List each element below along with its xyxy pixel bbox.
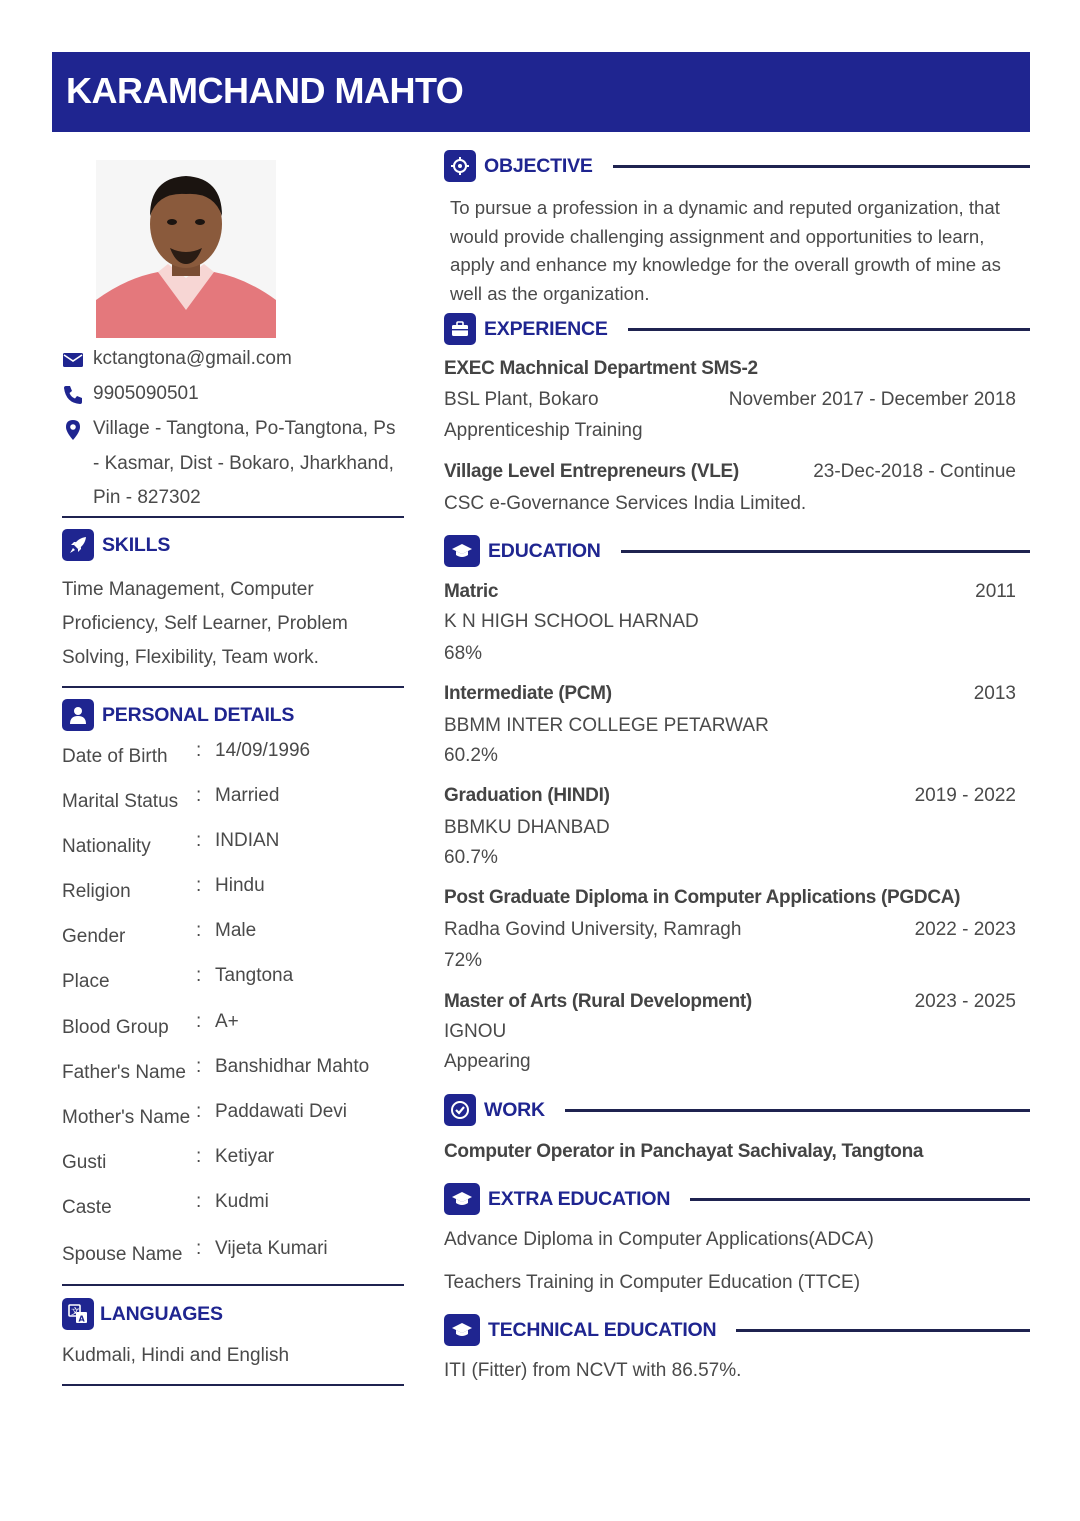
pd-row-marital-status: Marital Status : Married <box>62 785 280 812</box>
address-text: Village - Tangtona, Po-Tangtona, Ps - Kasmar, Dist - Bokaro, Jharkhand, Pin - 827302 <box>93 418 396 508</box>
profile-photo-image <box>96 160 276 338</box>
pd-label: Religion <box>62 881 131 902</box>
phone-row[interactable] <box>62 383 199 406</box>
education-3-degree: Graduation (HINDI) <box>444 785 610 806</box>
divider <box>62 516 404 518</box>
pd-value: Male <box>215 920 257 941</box>
experience-1-title: EXEC Machnical Department SMS-2 <box>444 358 758 379</box>
section-rule <box>690 1198 1030 1201</box>
section-rule <box>628 328 1030 331</box>
phone-icon <box>62 384 84 406</box>
pd-value: INDIAN <box>215 830 280 851</box>
personal-details-title: PERSONAL DETAILS <box>102 703 295 726</box>
experience-2-title: Village Level Entrepreneurs (VLE) <box>444 461 739 482</box>
education-5-year: 2023 - 2025 <box>914 991 1016 1012</box>
languages-title: LANGUAGES <box>100 1302 223 1325</box>
education-4-school: Radha Govind University, Ramragh <box>444 919 742 940</box>
pd-row-fathers-name: Father's Name : Banshidhar Mahto <box>62 1056 370 1083</box>
education-5-school: IGNOU <box>444 1021 507 1042</box>
user-icon <box>62 699 94 731</box>
pd-row-nationality: Nationality : INDIAN <box>62 830 280 857</box>
pd-row-religion: Religion : Hindu <box>62 875 265 902</box>
target-icon <box>444 150 476 182</box>
personal-details-heading <box>62 699 294 731</box>
education-4-year: 2022 - 2023 <box>914 919 1016 940</box>
education-2-score: 60.2% <box>444 745 498 766</box>
email-row[interactable] <box>62 348 292 371</box>
objective-text: To pursue a profession in a dynamic and reputed organization, that would provide challenging assignment and opportunities to learn, apply and enhance my knowledge for the overall growth of mine as well as the organization. <box>450 197 1001 304</box>
experience-1-date: November 2017 - December 2018 <box>728 389 1016 410</box>
education-1-school: K N HIGH SCHOOL HARNAD <box>444 611 699 632</box>
phone-text[interactable]: 9905090501 <box>93 383 199 404</box>
pd-value: A+ <box>215 1011 239 1032</box>
objective-title: OBJECTIVE <box>484 154 593 177</box>
pd-label: Blood Group <box>62 1017 169 1038</box>
pd-value: Banshidhar Mahto <box>215 1056 370 1077</box>
education-3-school: BBMKU DHANBAD <box>444 817 610 838</box>
section-rule <box>613 165 1030 168</box>
pd-row-gender: Gender : Male <box>62 920 257 947</box>
work-heading <box>444 1094 1030 1126</box>
divider <box>62 1284 404 1286</box>
pd-value: 14/09/1996 <box>215 740 311 761</box>
extra-education-item-1: Advance Diploma in Computer Applications(ADCA) <box>444 1229 874 1250</box>
extra-education-item-2: Teachers Training in Computer Education (TTCE) <box>444 1272 861 1293</box>
pd-label: Nationality <box>62 836 151 857</box>
pd-label: Marital Status <box>62 791 179 812</box>
education-3-year: 2019 - 2022 <box>914 785 1016 806</box>
graduation-cap-icon <box>444 535 480 567</box>
divider <box>62 1384 404 1386</box>
education-3-score: 60.7% <box>444 847 498 868</box>
pd-label: Father's Name <box>62 1062 187 1083</box>
pd-label: Caste <box>62 1197 112 1218</box>
pd-row-mothers-name: Mother's Name : Paddawati Devi <box>62 1101 348 1128</box>
section-rule <box>736 1329 1030 1332</box>
svg-text:A: A <box>78 1314 85 1324</box>
education-4-score: 72% <box>444 950 483 971</box>
pd-value: Vijeta Kumari <box>215 1238 328 1259</box>
pd-value: Paddawati Devi <box>215 1101 348 1122</box>
pd-row-gusti: Gusti : Ketiyar <box>62 1146 275 1173</box>
svg-text:文: 文 <box>71 1307 80 1316</box>
pd-label: Date of Birth <box>62 746 168 767</box>
pd-value: Married <box>215 785 280 806</box>
languages-heading <box>62 1298 223 1330</box>
experience-1-place: BSL Plant, Bokaro <box>444 389 599 410</box>
pd-value: Hindu <box>215 875 265 896</box>
experience-heading <box>444 313 1030 345</box>
technical-education-title: TECHNICAL EDUCATION <box>488 1318 717 1341</box>
pd-value: Ketiyar <box>215 1146 275 1167</box>
technical-education-heading <box>444 1314 1030 1346</box>
section-rule <box>621 550 1030 553</box>
candidate-name: KARAMCHAND MAHTO <box>66 70 464 111</box>
divider <box>62 686 404 688</box>
pd-row-date-of-birth: Date of Birth : 14/09/1996 <box>62 740 311 767</box>
education-5-degree: Master of Arts (Rural Development) <box>444 991 752 1012</box>
education-1-year: 2011 <box>975 581 1016 602</box>
rocket-icon <box>62 529 94 561</box>
pd-label: Mother's Name <box>62 1107 191 1128</box>
experience-1-detail: Apprenticeship Training <box>444 420 643 441</box>
graduation-cap-icon <box>444 1183 480 1215</box>
skills-text: Time Management, Computer Proficiency, Self Learner, Problem Solving, Flexibility, Team work. <box>62 579 348 668</box>
languages-text: Kudmali, Hindi and English <box>62 1345 290 1366</box>
envelope-icon <box>62 349 84 371</box>
briefcase-icon <box>444 313 476 345</box>
experience-2-date: 23-Dec-2018 - Continue <box>813 461 1016 482</box>
section-rule <box>565 1109 1030 1112</box>
skills-title: SKILLS <box>102 533 171 556</box>
work-title: WORK <box>484 1098 545 1121</box>
pd-value: Kudmi <box>215 1191 269 1212</box>
pd-label: Place <box>62 971 110 992</box>
pd-label: Gusti <box>62 1152 107 1173</box>
graduation-cap-icon <box>444 1314 480 1346</box>
education-2-year: 2013 <box>973 683 1016 704</box>
education-4-degree: Post Graduate Diploma in Computer Applications (PGDCA) <box>444 887 961 908</box>
education-1-score: 68% <box>444 643 483 664</box>
skills-heading <box>62 529 170 561</box>
check-badge-icon <box>444 1094 476 1126</box>
pd-label: Gender <box>62 926 126 947</box>
translate-icon <box>62 1298 94 1330</box>
header-banner <box>52 52 1030 132</box>
education-5-score: Appearing <box>444 1051 531 1072</box>
education-heading <box>444 535 1030 567</box>
education-title: EDUCATION <box>488 539 601 562</box>
pd-row-place: Place : Tangtona <box>62 965 294 992</box>
pd-value: Tangtona <box>215 965 294 986</box>
pd-row-blood-group: Blood Group : A+ <box>62 1011 239 1038</box>
objective-heading <box>444 150 1030 182</box>
education-1-degree: Matric <box>444 581 499 602</box>
address-row <box>62 418 403 516</box>
education-2-degree: Intermediate (PCM) <box>444 683 612 704</box>
extra-education-heading <box>444 1183 1030 1215</box>
profile-photo <box>96 160 276 338</box>
work-text: Computer Operator in Panchayat Sachivalay, Tangtona <box>444 1141 924 1162</box>
location-pin-icon <box>62 419 84 441</box>
experience-2-place: CSC e-Governance Services India Limited. <box>444 493 807 514</box>
pd-label: Spouse Name <box>62 1244 183 1265</box>
pd-row-spouse-name: Spouse Name : Vijeta Kumari <box>62 1238 328 1265</box>
extra-education-title: EXTRA EDUCATION <box>488 1187 671 1210</box>
email-text[interactable]: kctangtona@gmail.com <box>93 348 292 369</box>
education-2-school: BBMM INTER COLLEGE PETARWAR <box>444 715 769 736</box>
experience-title: EXPERIENCE <box>484 317 608 340</box>
technical-education-text: ITI (Fitter) from NCVT with 86.57%. <box>444 1360 742 1381</box>
pd-row-caste: Caste : Kudmi <box>62 1191 269 1218</box>
